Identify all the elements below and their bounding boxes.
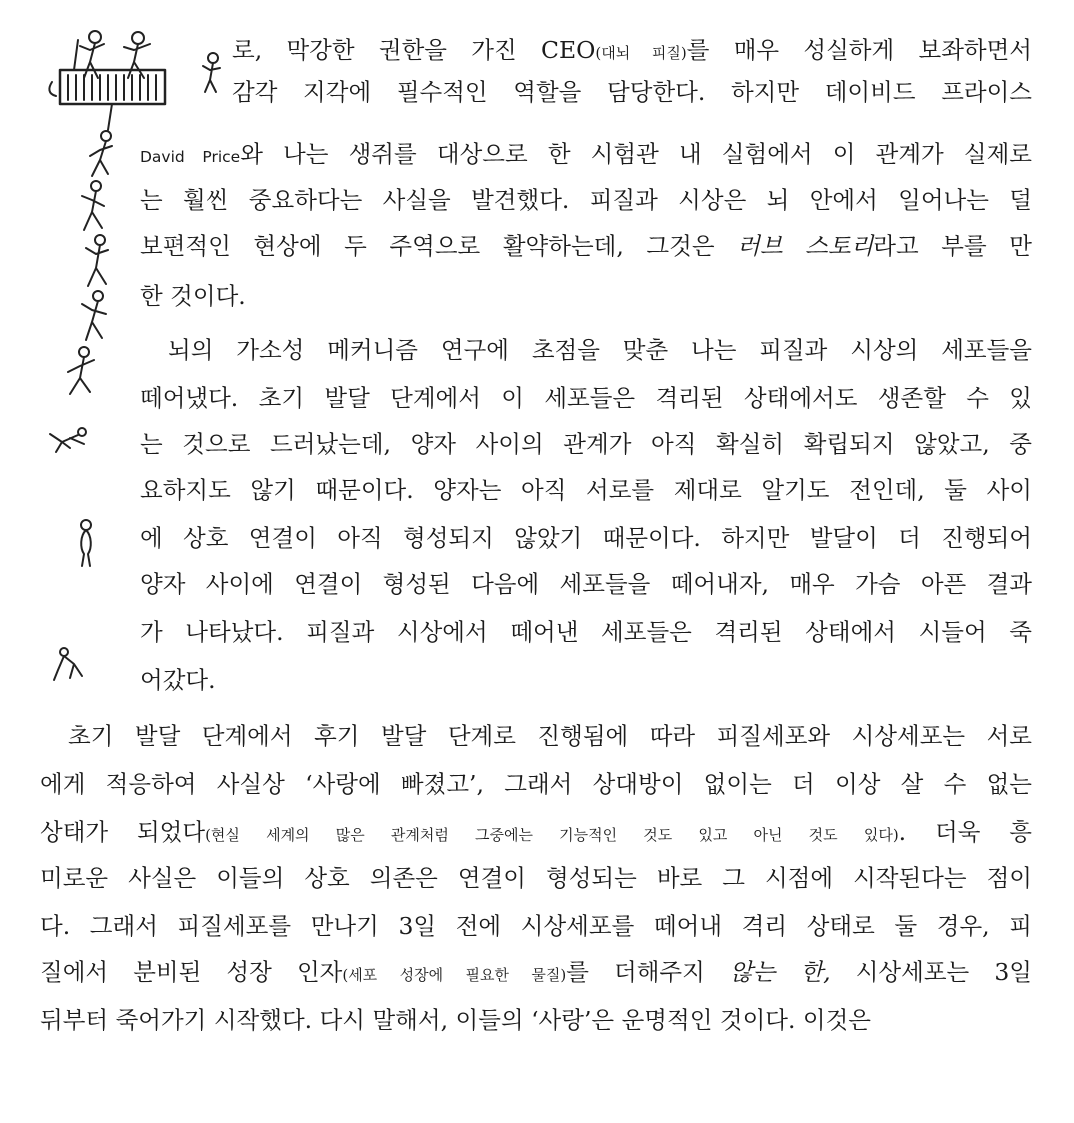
text-line [40,906,1032,946]
text-run: 는 것으로 드러났는데, 양자 사이의 관계가 아직 확실히 확립되지 않았고, 중 [140,430,1032,458]
text-run: 시상세포는 3일 [830,958,1032,986]
text-run: 뒤부터 죽어가기 시작했다. 다시 말해서, 이들의 ‘사랑’은 운명적인 것이다. 이것은 [40,1006,872,1034]
text-run: 는 훨씬 중요하다는 사실을 발견했다. 피질과 시상은 뇌 안에서 일어나는 덜 [140,186,1032,214]
text-run: 양자 사이에 연결이 형성된 다음에 세포들을 떼어내자, 매우 가슴 아픈 결과 [140,570,1032,598]
text-line [140,518,1032,558]
text-run: 상태가 되었다 [40,818,206,846]
text-line [232,30,1032,70]
text-line [140,612,1032,652]
emphasis-text: 않는 한, [729,958,831,986]
text-line [40,1000,1032,1040]
text-line [140,134,1032,174]
text-line [140,470,1032,510]
text-run: 감각 지각에 필수적인 역할을 담당한다. 하지만 데이비드 프라이스 [232,78,1032,106]
text-line [140,660,1032,700]
text-run: 한 것이다. [140,282,246,310]
text-run: 어갔다. [140,666,216,694]
text-line [140,424,1032,464]
text-run: 뇌의 가소성 메커니즘 연구에 초점을 맞춘 나는 피질과 시상의 세포들을 [168,336,1032,364]
text-line [140,180,1032,220]
text-run: 로, 막강한 권한을 가진 CEO [232,36,596,64]
text-run: 요하지도 않기 때문이다. 양자는 아직 서로를 제대로 알기도 전인데, 둘 사이 [140,476,1032,504]
text-line [140,564,1032,604]
parenthetical-note: (현실 세계의 많은 관계처럼 그중에는 기능적인 것도 있고 아닌 것도 있다) [205,826,899,844]
text-line [140,378,1032,418]
text-run: 초기 발달 단계에서 후기 발달 단계로 진행됨에 따라 피질세포와 시상세포는 서로 [68,722,1032,750]
text-run: 와 나는 생쥐를 대상으로 한 시험관 내 실험에서 이 관계가 실제로 [240,140,1032,168]
text-run: 질에서 분비된 성장 인자 [40,958,343,986]
emphasis-text: 러브 스토리 [737,232,874,260]
text-run: 다. 그래서 피질세포를 만나기 3일 전에 시상세포를 떼어내 격리 상태로 둘 경우, 피 [40,912,1032,940]
text-run: 를 매우 성실하게 보좌하면서 [686,36,1033,64]
text-run: 미로운 사실은 이들의 상호 의존은 연결이 형성되는 바로 그 시점에 시작된다는 점이 [40,864,1032,892]
text-run: 라고 부를 만 [873,232,1033,260]
text-run: 가 나타났다. 피질과 시상에서 떼어낸 세포들은 격리된 상태에서 시들어 죽 [140,618,1032,646]
text-run: 에게 적응하여 사실상 ‘사랑에 빠졌고’, 그래서 상대방이 없이는 더 이상 살 수 없는 [40,770,1032,798]
text-run: 에 상호 연결이 아직 형성되지 않았기 때문이다. 하지만 발달이 더 진행되어 [140,524,1032,552]
text-line [40,952,1032,992]
text-line [40,764,1032,804]
parenthetical-note: (세포 성장에 필요한 물질) [342,966,567,984]
text-run: 보편적인 현상에 두 주역으로 활약하는데, 그것은 [140,232,738,260]
text-run: 를 더해주지 [566,958,730,986]
text-run: 떼어냈다. 초기 발달 단계에서 이 세포들은 격리된 상태에서도 생존할 수 있 [140,384,1032,412]
text-run: David Price [140,148,241,166]
parenthetical-note: (대뇌 피질) [595,44,687,62]
text-line [232,72,1032,112]
text-line [40,858,1032,898]
text-line [140,226,1032,266]
text-run: . 더욱 흥 [898,818,1032,846]
text-line [140,276,1032,316]
text-line [68,716,1032,756]
text-line [40,812,1032,852]
text-line [168,330,1032,370]
